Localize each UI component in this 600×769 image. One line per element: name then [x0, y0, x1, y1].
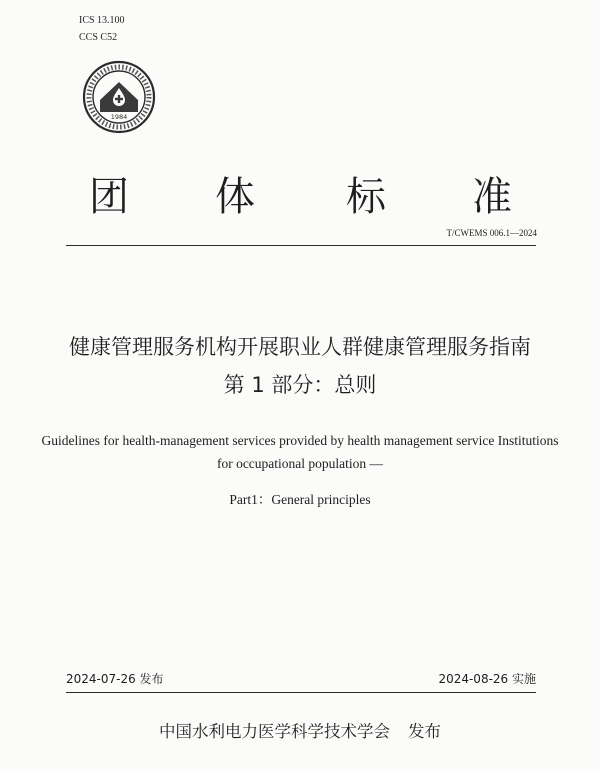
classification-codes: [79, 12, 125, 46]
society-logo: [82, 60, 156, 134]
english-title-line3: Part1：General principles: [229, 492, 371, 507]
ccs-code: CCS C52: [79, 32, 118, 43]
bottom-divider: [66, 692, 536, 693]
top-divider: [66, 245, 536, 246]
chinese-title-line2: 第 1 部分：总则: [223, 373, 377, 397]
title-char-1: 团: [89, 174, 129, 220]
english-title-line1: Guidelines for health-management services provided by health management service Institutions: [41, 433, 559, 448]
title-char-3: 标: [346, 174, 386, 220]
society-seal-icon: [82, 60, 156, 134]
chinese-title-line1: 健康管理服务机构开展职业人群健康管理服务指南: [69, 335, 531, 359]
ics-code: ICS 13.100: [79, 15, 125, 26]
publisher-action: 发布: [408, 722, 441, 741]
publisher-name: 中国水利电力医学科学技术学会: [159, 722, 390, 741]
title-char-4: 准: [472, 174, 512, 220]
title-char-2: 体: [215, 174, 255, 220]
standard-number: T/CWEMS 006.1—2024: [446, 228, 537, 238]
english-title-line2: for occupational population —: [216, 456, 384, 471]
implement-date: 2024-08-26 实施: [438, 672, 536, 686]
publisher-line: [0, 718, 600, 742]
logo-year: 1984: [110, 113, 128, 121]
publish-date: 2024-07-26 发布: [66, 672, 164, 686]
